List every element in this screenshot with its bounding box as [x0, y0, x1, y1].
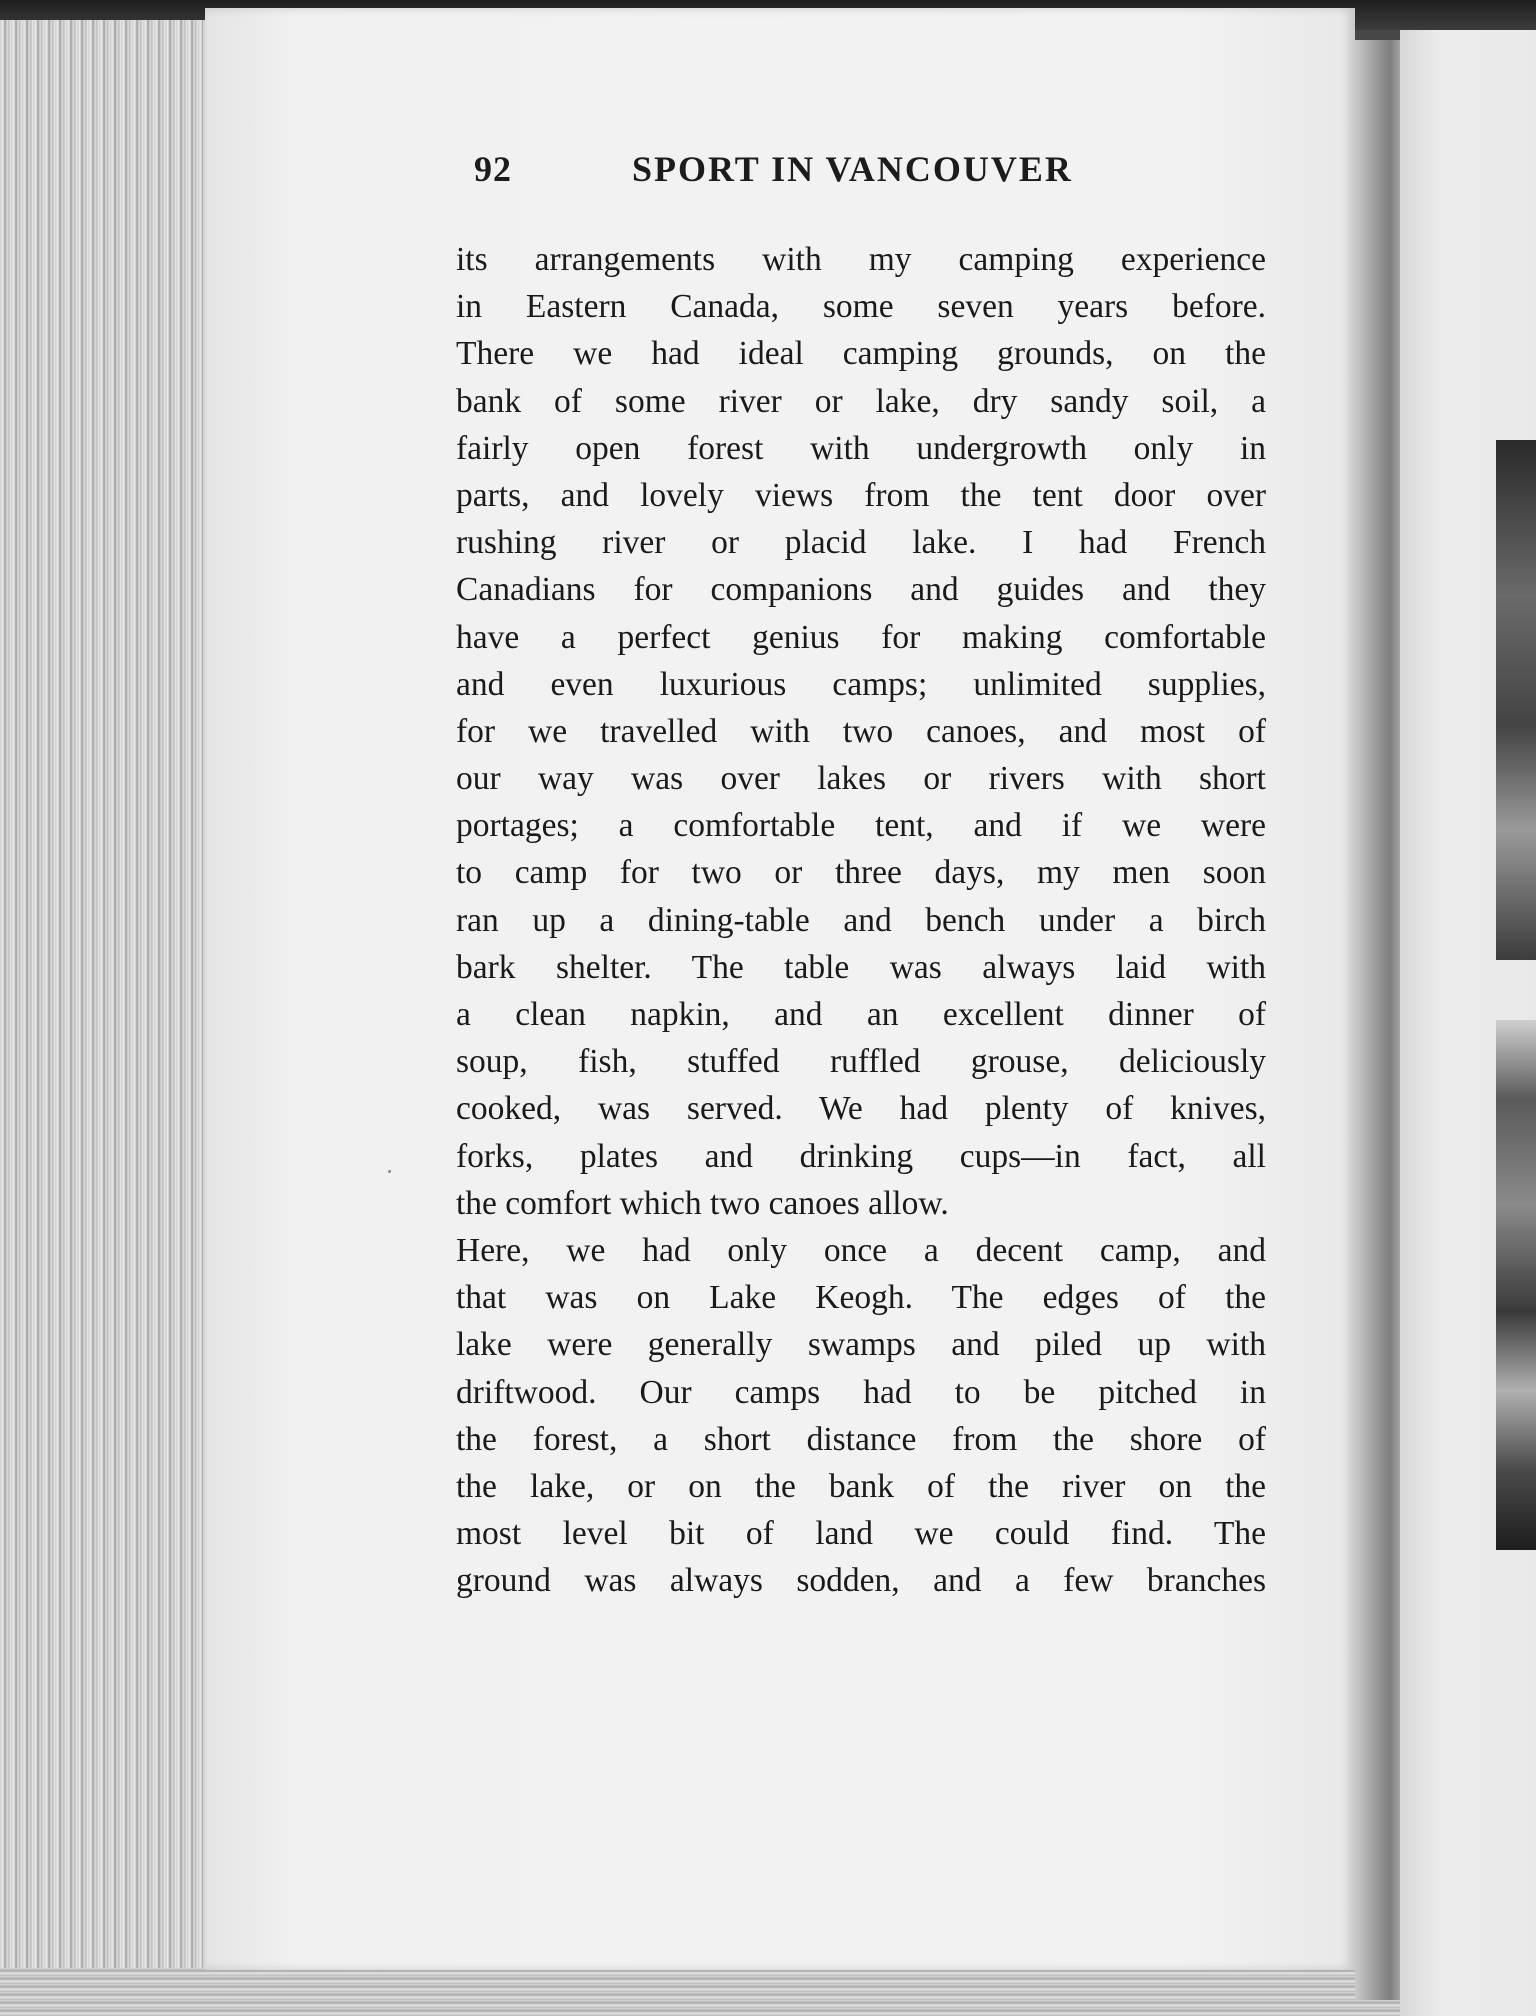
text-line: have a perfect genius for making comfortable — [456, 618, 1266, 656]
text-line: its arrangements with my camping experience — [456, 241, 1266, 278]
facing-photo-top — [1496, 440, 1536, 960]
facing-photo-bottom — [1496, 1020, 1536, 1550]
text-line: Here, we had only once a decent camp, and — [456, 1231, 1266, 1269]
text-line: that was on Lake Keogh. The edges of the — [456, 1279, 1266, 1317]
text-line: Canadians for companions and guides and they — [456, 571, 1266, 609]
text-line: forks, plates and drinking cups—in fact, all — [456, 1137, 1266, 1175]
text-line: soup, fish, stuffed ruffled grouse, deliciously — [456, 1043, 1266, 1081]
text-line: our way was over lakes or rivers with short — [456, 760, 1266, 798]
text-line: the lake, or on the bank of the river on the — [456, 1467, 1266, 1505]
text-line: the comfort which two canoes allow. — [456, 1184, 949, 1222]
body-text — [456, 236, 1266, 1604]
page-speck — [388, 1170, 391, 1173]
text-line: most level bit of land we could find. The — [456, 1515, 1266, 1553]
text-line: bank of some river or lake, dry sandy soil, a — [456, 382, 1266, 420]
book-gutter — [1355, 40, 1405, 2000]
page-edges-left — [0, 20, 215, 2000]
text-line: driftwood. Our camps had to be pitched in — [456, 1373, 1266, 1411]
text-line: cooked, was served. We had plenty of knives, — [456, 1090, 1266, 1128]
text-line: a clean napkin, and an excellent dinner of — [456, 996, 1266, 1033]
text-line: ground was always sodden, and a few branches — [456, 1562, 1266, 1600]
text-line: and even luxurious camps; unlimited supplies, — [456, 665, 1266, 703]
text-line: There we had ideal camping grounds, on the — [456, 335, 1266, 373]
text-line: fairly open forest with undergrowth only in — [456, 429, 1266, 467]
text-line: ran up a dining-table and bench under a birch — [456, 901, 1266, 939]
paragraph — [456, 1227, 1266, 1605]
page-number: 92 — [474, 149, 512, 189]
text-line: bark shelter. The table was always laid with — [456, 948, 1266, 986]
running-title: SPORT IN VANCOUVER — [632, 149, 1073, 189]
page-edges-bottom — [0, 1968, 1420, 2016]
text-line: to camp for two or three days, my men soon — [456, 854, 1266, 892]
text-line: in Eastern Canada, some seven years before. — [456, 288, 1266, 326]
paragraph — [456, 236, 1266, 1227]
text-line: parts, and lovely views from the tent door over — [456, 476, 1266, 514]
text-line: lake were generally swamps and piled up with — [456, 1326, 1266, 1364]
text-line: portages; a comfortable tent, and if we were — [456, 807, 1266, 845]
text-line: rushing river or placid lake. I had French — [456, 524, 1266, 562]
text-line: the forest, a short distance from the shore of — [456, 1420, 1266, 1458]
text-line: for we travelled with two canoes, and most of — [456, 712, 1266, 750]
